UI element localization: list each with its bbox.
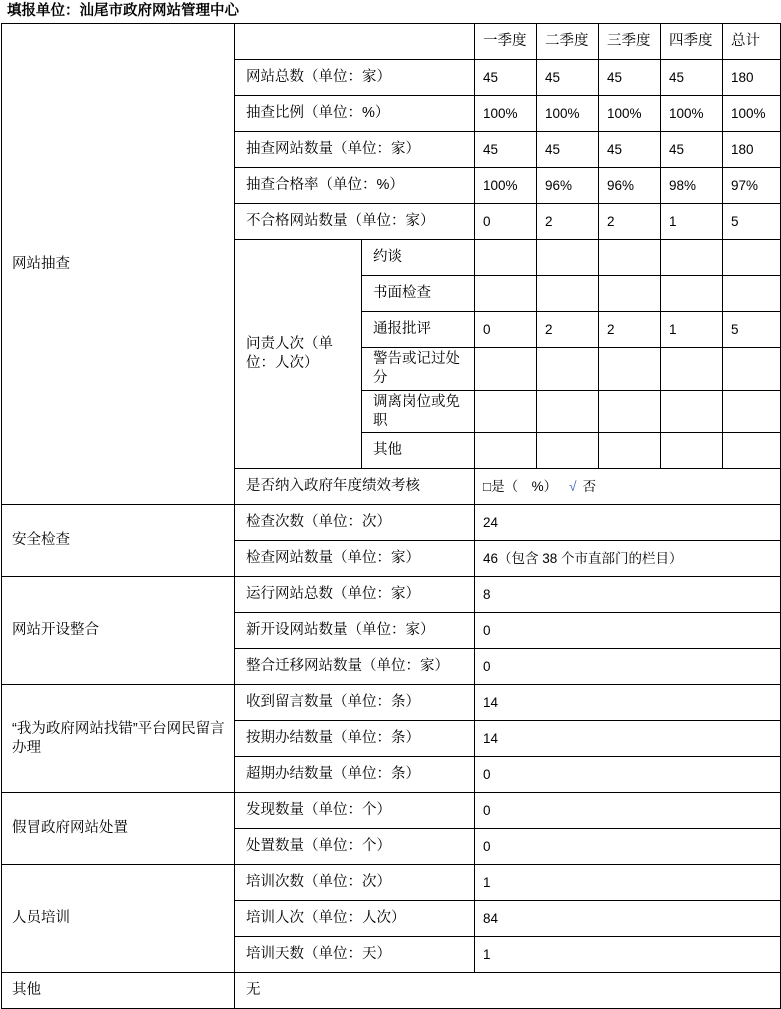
value-total: 97% — [723, 168, 781, 204]
value-q3: 2 — [599, 204, 661, 240]
group-cell-error-reporting: “我为政府网站找错”平台网民留言办理 — [2, 685, 235, 793]
value-q3 — [599, 348, 661, 391]
value-q1 — [475, 276, 537, 312]
value-total — [723, 433, 781, 469]
assessment-option-yes: □是（ %） — [483, 479, 558, 495]
value-total: 180 — [723, 132, 781, 168]
value-q1: 45 — [475, 60, 537, 96]
column-header-q2: 二季度 — [537, 24, 599, 60]
value-cell: 0 — [475, 649, 781, 685]
column-header-total: 总计 — [723, 24, 781, 60]
sub-label: 通报批评 — [362, 312, 475, 348]
value-total — [723, 390, 781, 433]
assessment-option-no: 否 — [582, 479, 597, 495]
value-q4: 98% — [661, 168, 723, 204]
value-q1: 100% — [475, 168, 537, 204]
metric-label: 超期办结数量（单位：条） — [235, 757, 475, 793]
value-q1: 0 — [475, 312, 537, 348]
metric-label: 新开设网站数量（单位：家） — [235, 613, 475, 649]
metric-label: 网站总数（单位：家） — [235, 60, 475, 96]
value-q3: 2 — [599, 312, 661, 348]
value-q2 — [537, 240, 599, 276]
metric-label: 收到留言数量（单位：条） — [235, 685, 475, 721]
value-q3 — [599, 390, 661, 433]
table-row-other — [2, 973, 781, 1009]
value-q3 — [599, 240, 661, 276]
group-cell-other: 其他 — [2, 973, 235, 1009]
value-q1 — [475, 348, 537, 391]
value-cell: 1 — [475, 937, 781, 973]
value-q3 — [599, 276, 661, 312]
column-header-q4: 四季度 — [661, 24, 723, 60]
column-header-q1: 一季度 — [475, 24, 537, 60]
value-q4 — [661, 433, 723, 469]
value-cell: 无 — [235, 973, 781, 1009]
metric-label: 抽查比例（单位：%） — [235, 96, 475, 132]
value-q2 — [537, 276, 599, 312]
value-q4 — [661, 276, 723, 312]
value-q4: 1 — [661, 312, 723, 348]
value-total: 5 — [723, 204, 781, 240]
sub-label: 警告或记过处分 — [362, 348, 475, 391]
value-q2: 45 — [537, 60, 599, 96]
metric-label: 检查网站数量（单位：家） — [235, 541, 475, 577]
value-total: 5 — [723, 312, 781, 348]
table-header-row — [2, 24, 781, 60]
value-cell: 0 — [475, 613, 781, 649]
metric-label: 检查次数（单位：次） — [235, 505, 475, 541]
sub-label: 调离岗位或免职 — [362, 390, 475, 433]
value-cell: 24 — [475, 505, 781, 541]
value-total: 100% — [723, 96, 781, 132]
group-cell-security-check: 安全检查 — [2, 505, 235, 577]
metric-label: 培训天数（单位：天） — [235, 937, 475, 973]
metric-label: 按期办结数量（单位：条） — [235, 721, 475, 757]
value-q2: 96% — [537, 168, 599, 204]
check-mark: √ — [569, 479, 577, 495]
table-row-messages-received — [2, 685, 781, 721]
page-title: 填报单位：汕尾市政府网站管理中心 — [7, 3, 239, 19]
value-total — [723, 240, 781, 276]
metric-label: 处置数量（单位：个） — [235, 829, 475, 865]
value-cell: 0 — [475, 757, 781, 793]
value-q2: 45 — [537, 132, 599, 168]
value-cell: 46（包含 38 个市直部门的栏目） — [475, 541, 781, 577]
group-cell-site-consolidation: 网站开设整合 — [2, 577, 235, 685]
value-q1: 100% — [475, 96, 537, 132]
value-q1 — [475, 433, 537, 469]
value-q4: 1 — [661, 204, 723, 240]
value-q1 — [475, 240, 537, 276]
sub-label: 其他 — [362, 433, 475, 469]
value-q4 — [661, 240, 723, 276]
value-total — [723, 348, 781, 391]
sub-label: 约谈 — [362, 240, 475, 276]
value-q2: 2 — [537, 204, 599, 240]
group-cell-personnel-training: 人员培训 — [2, 865, 235, 973]
value-total — [723, 276, 781, 312]
value-cell: 14 — [475, 685, 781, 721]
value-q3 — [599, 433, 661, 469]
value-total: 180 — [723, 60, 781, 96]
value-q3: 96% — [599, 168, 661, 204]
table-row-fake-found — [2, 793, 781, 829]
value-q4: 45 — [661, 60, 723, 96]
value-q2 — [537, 433, 599, 469]
value-q2: 100% — [537, 96, 599, 132]
assessment-value-cell — [475, 469, 781, 505]
report-table — [1, 23, 781, 1009]
metric-label: 抽查合格率（单位：%） — [235, 168, 475, 204]
value-q4: 100% — [661, 96, 723, 132]
table-row-running-sites — [2, 577, 781, 613]
value-q2 — [537, 348, 599, 391]
value-q2 — [537, 390, 599, 433]
value-q3: 45 — [599, 60, 661, 96]
metric-label: 抽查网站数量（单位：家） — [235, 132, 475, 168]
value-cell: 0 — [475, 793, 781, 829]
metric-label: 发现数量（单位：个） — [235, 793, 475, 829]
value-cell: 14 — [475, 721, 781, 757]
header-empty-cell — [235, 24, 475, 60]
metric-label: 培训次数（单位：次） — [235, 865, 475, 901]
value-q4 — [661, 348, 723, 391]
metric-label: 不合格网站数量（单位：家） — [235, 204, 475, 240]
metric-label: 培训人次（单位：人次） — [235, 901, 475, 937]
metric-label: 是否纳入政府年度绩效考核 — [235, 469, 475, 505]
table-row-inspection-count — [2, 505, 781, 541]
metric-label: 整合迁移网站数量（单位：家） — [235, 649, 475, 685]
value-q1 — [475, 390, 537, 433]
value-cell: 0 — [475, 829, 781, 865]
accountability-label: 问责人次（单位：人次） — [235, 240, 362, 469]
value-cell: 8 — [475, 577, 781, 613]
value-q3: 100% — [599, 96, 661, 132]
value-q2: 2 — [537, 312, 599, 348]
metric-label: 运行网站总数（单位：家） — [235, 577, 475, 613]
value-q4 — [661, 390, 723, 433]
value-cell: 1 — [475, 865, 781, 901]
group-cell-fake-site-handling: 假冒政府网站处置 — [2, 793, 235, 865]
value-q1: 45 — [475, 132, 537, 168]
sub-label: 书面检查 — [362, 276, 475, 312]
value-q4: 45 — [661, 132, 723, 168]
value-q1: 0 — [475, 204, 537, 240]
group-cell-spot-check: 网站抽查 — [2, 24, 235, 505]
column-header-q3: 三季度 — [599, 24, 661, 60]
value-cell: 84 — [475, 901, 781, 937]
value-q3: 45 — [599, 132, 661, 168]
